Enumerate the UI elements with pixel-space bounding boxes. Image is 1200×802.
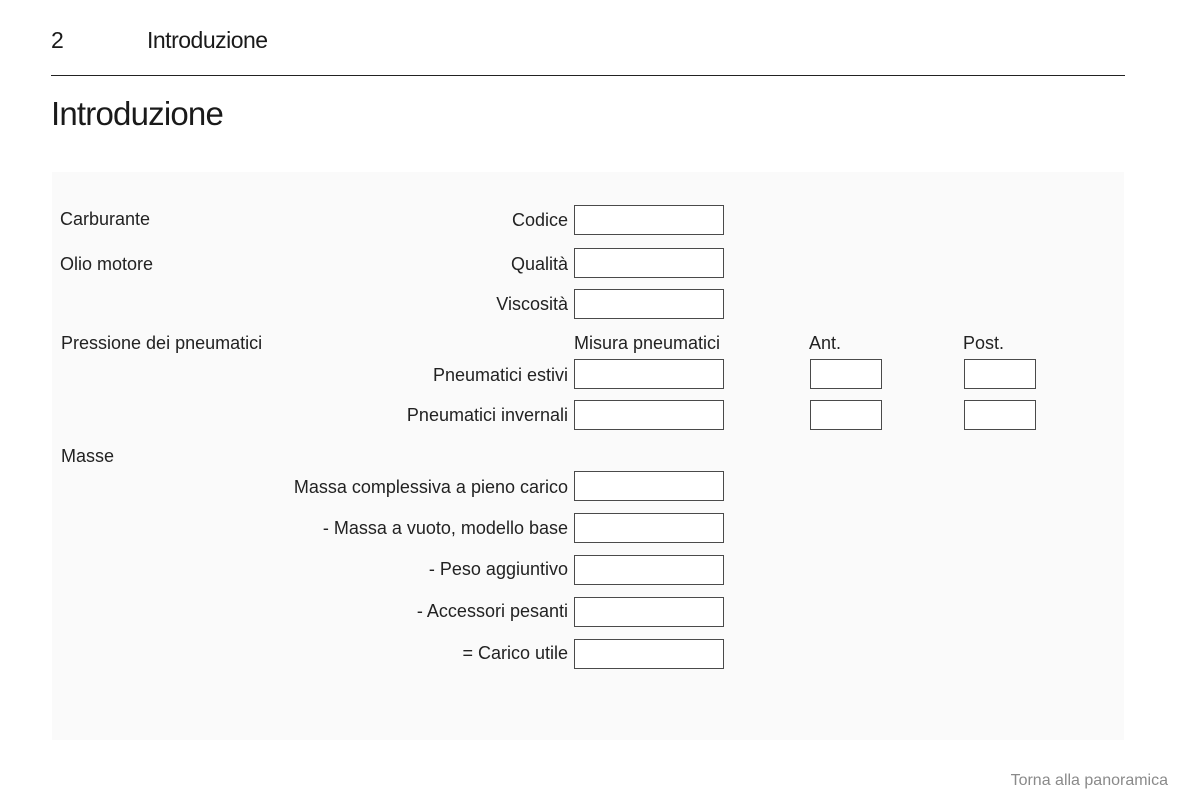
payload-field[interactable] <box>574 639 724 669</box>
back-to-overview-link[interactable]: Torna alla panoramica <box>1010 772 1168 789</box>
header-title: Introduzione <box>147 27 268 53</box>
oil-section-title: Olio motore <box>60 254 154 274</box>
gross-mass-field[interactable] <box>574 471 724 501</box>
page-number: 2 <box>51 27 64 53</box>
oil-viscosity-field[interactable] <box>574 289 724 319</box>
payload-label: = Carico utile <box>462 643 568 663</box>
winter-tyre-size-field[interactable] <box>574 400 724 430</box>
header-divider <box>51 75 1125 76</box>
winter-front-pressure-field[interactable] <box>810 400 882 430</box>
tyre-rear-column-header: Post. <box>963 333 1005 353</box>
extra-weight-label: - Peso aggiuntivo <box>428 559 568 579</box>
tyre-size-column-header: Misura pneumatici <box>574 333 721 353</box>
fuel-code-label: Codice <box>511 210 568 230</box>
kerb-mass-label: - Massa a vuoto, modello base <box>322 518 568 538</box>
fuel-code-field[interactable] <box>574 205 724 235</box>
oil-quality-label: Qualità <box>510 254 568 274</box>
summer-front-pressure-field[interactable] <box>810 359 882 389</box>
oil-quality-field[interactable] <box>574 248 724 278</box>
kerb-mass-field[interactable] <box>574 513 724 543</box>
gross-mass-label: Massa complessiva a pieno carico <box>293 477 568 497</box>
summer-tyres-label: Pneumatici estivi <box>432 365 568 385</box>
summer-rear-pressure-field[interactable] <box>964 359 1036 389</box>
winter-tyres-label: Pneumatici invernali <box>406 405 568 425</box>
fuel-section-title: Carburante <box>60 209 151 229</box>
page-title: Introduzione <box>51 95 224 132</box>
oil-viscosity-label: Viscosità <box>496 294 568 314</box>
heavy-accessories-label: - Accessori pesanti <box>416 601 568 621</box>
summer-tyre-size-field[interactable] <box>574 359 724 389</box>
tyre-front-column-header: Ant. <box>809 333 842 353</box>
masses-section-title: Masse <box>61 446 115 466</box>
tyre-section-title: Pressione dei pneumatici <box>61 333 263 353</box>
vehicle-data-form <box>52 172 1124 740</box>
extra-weight-field[interactable] <box>574 555 724 585</box>
winter-rear-pressure-field[interactable] <box>964 400 1036 430</box>
heavy-accessories-field[interactable] <box>574 597 724 627</box>
